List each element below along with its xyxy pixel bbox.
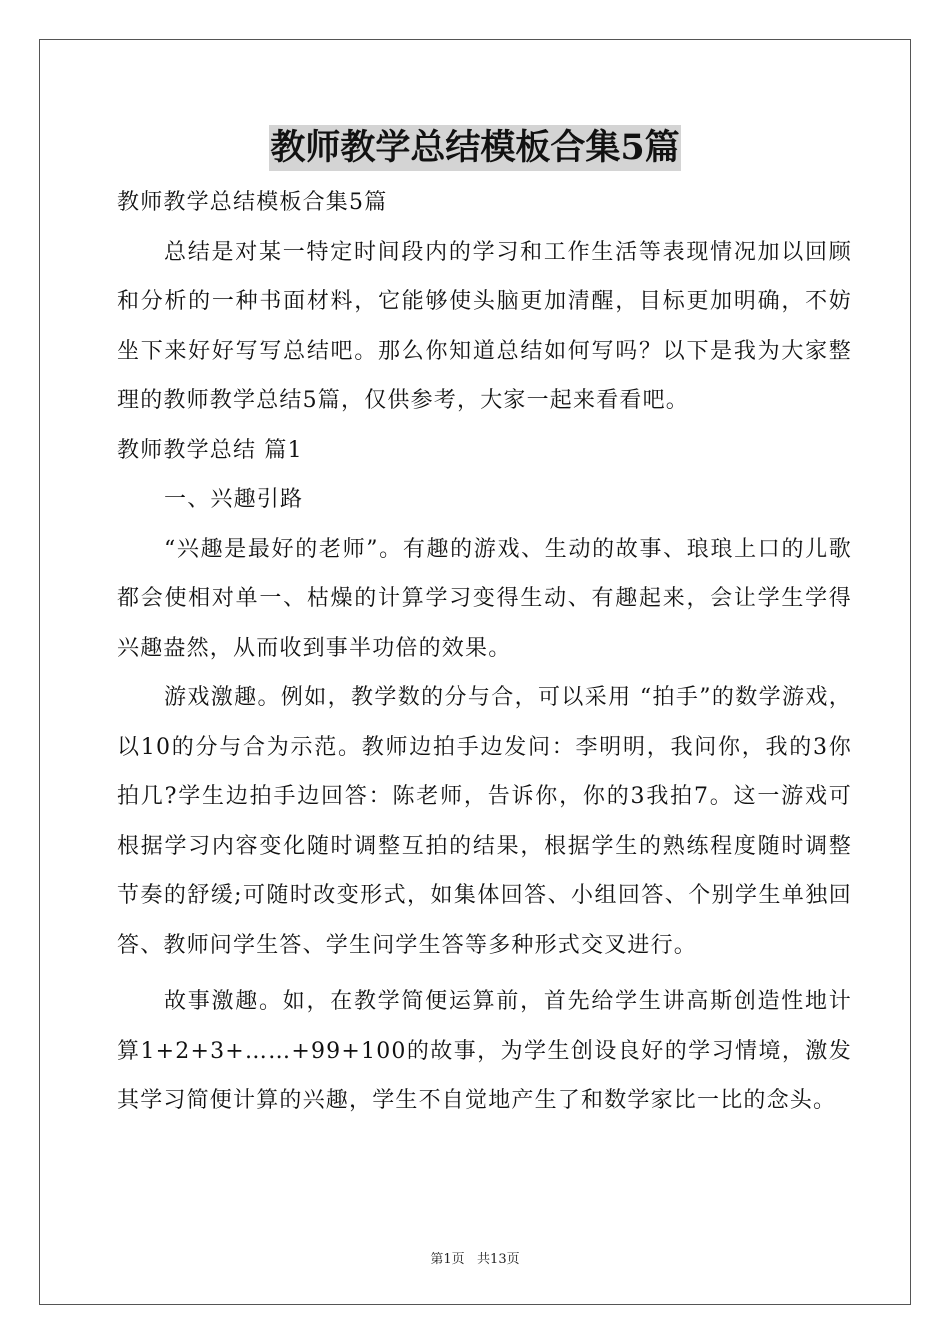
subtitle-line: 教师教学总结模板合集5篇 bbox=[117, 190, 388, 215]
document-title: 教师教学总结模板合集5篇 bbox=[269, 125, 680, 171]
body-paragraph-game: 游戏激趣。例如，教学数的分与合，可以采用 “拍手”的数学游戏，以10的分与合为示范。教师边拍手边发问：李明明，我问你，我的3你拍几?学生边拍手边回答：陈老师，告诉你，你的3我拍7。这一游戏可根据学习内容变化随时调整互拍的结果，根据学生的熟练程度随时调整节奏的舒缓;可随时改变形式，如集体回答、小组回答、个别学生单独回答、教师问学生答、学生问学生答等多种形式交叉进行。 bbox=[117, 685, 852, 958]
title-area bbox=[0, 125, 950, 171]
intro-paragraph: 总结是对某一特定时间段内的学习和工作生活等表现情况加以回顾和分析的一种书面材料，它能够使头脑更加清醒，目标更加明确，不妨坐下来好好写写总结吧。那么你知道总结如何写吗？以下是我为大家整理的教师教学总结5篇，仅供参考，大家一起来看看吧。 bbox=[117, 239, 852, 413]
page-footer: 第1页 共13页 bbox=[430, 1252, 520, 1267]
subsection-heading: 一、兴趣引路 bbox=[164, 487, 304, 512]
document-body bbox=[117, 178, 852, 1126]
body-paragraph-story: 故事激趣。如，在教学简便运算前，首先给学生讲高斯创造性地计算1+2+3+……+99+100的故事，为学生创设良好的学习情境，激发其学习简便计算的兴趣，学生不自觉地产生了和数学家比一比的念头。 bbox=[117, 989, 852, 1113]
body-paragraph-interest: “兴趣是最好的老师”。有趣的游戏、生动的故事、琅琅上口的儿歌都会使相对单一、枯燥的计算学习变得生动、有趣起来，会让学生学得兴趣盎然，从而收到事半功倍的效果。 bbox=[117, 536, 852, 661]
section-heading: 教师教学总结 篇1 bbox=[117, 437, 303, 463]
